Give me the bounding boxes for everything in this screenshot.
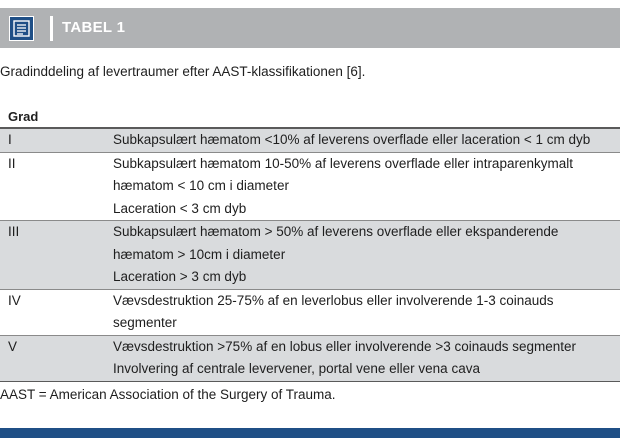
footer-bar xyxy=(0,428,620,438)
column-header-grade: Grad xyxy=(8,109,39,124)
description-line: Laceration > 3 cm dyb xyxy=(113,269,247,284)
table-caption: Gradinddeling af levertraumer efter AAST-klassifikationen [6]. xyxy=(0,64,366,79)
description-cell xyxy=(113,290,620,335)
description-line: Vævsdestruktion 25-75% af en leverlobus eller involverende 1-3 coinauds xyxy=(113,292,554,308)
description-line: Laceration < 3 cm dyb xyxy=(113,200,247,216)
table-row xyxy=(0,289,620,335)
description-line: hæmatom < 10 cm i diameter xyxy=(113,178,289,193)
document-icon xyxy=(9,16,34,41)
description-cell xyxy=(113,153,620,221)
description-line: segmenter xyxy=(113,315,177,330)
table-header-bar xyxy=(0,8,620,48)
grade-cell: IV xyxy=(8,292,21,308)
table-bottom-rule xyxy=(0,381,620,382)
grading-table xyxy=(0,127,620,382)
table-footnote: AAST = American Association of the Surgery of Trauma. xyxy=(0,387,336,402)
description-line: Subkapsulært hæmatom 10-50% af leverens overflade eller intraparenkymalt xyxy=(113,155,573,171)
description-cell xyxy=(113,129,620,152)
grade-cell: II xyxy=(8,155,16,171)
description-line: Subkapsulært hæmatom > 50% af leverens overflade eller ekspanderende xyxy=(113,224,559,239)
description-cell xyxy=(113,336,620,381)
table-row xyxy=(0,335,620,381)
grade-cell: I xyxy=(8,132,12,147)
table-row xyxy=(0,127,620,152)
grade-cell: V xyxy=(8,338,18,354)
description-line: Subkapsulært hæmatom <10% af leverens overflade eller laceration < 1 cm dyb xyxy=(113,132,591,147)
description-cell xyxy=(113,221,620,289)
description-line: Vævsdestruktion >75% af en lobus eller involverende >3 coinauds segmenter xyxy=(113,338,577,354)
description-line: hæmatom > 10cm i diameter xyxy=(113,246,286,262)
description-line: Involvering af centrale levervener, portal vene eller vena cava xyxy=(113,361,480,376)
table-row xyxy=(0,152,620,221)
table-title: TABEL 1 xyxy=(62,19,126,36)
grade-cell: III xyxy=(8,224,20,239)
table-row xyxy=(0,220,620,289)
header-divider xyxy=(50,16,53,41)
